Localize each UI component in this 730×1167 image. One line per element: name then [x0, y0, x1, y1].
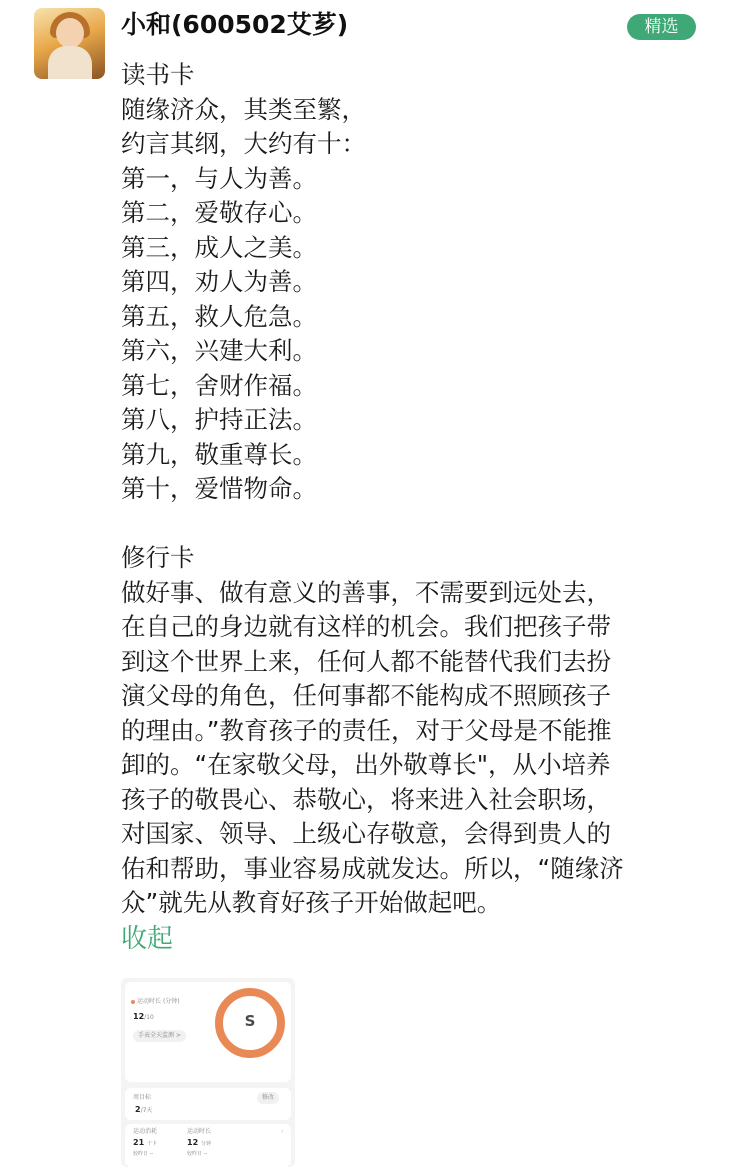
reading-card-line: 第七，舍财作福。	[121, 370, 317, 400]
practice-card-lines	[121, 576, 701, 921]
duration-unit: 分钟	[200, 1141, 211, 1147]
watch-monitor-pill: 手表全天监测 >	[133, 1030, 186, 1042]
reading-card-line: 随缘济众，其类至繁，	[121, 94, 366, 124]
duration-label: 运动时长	[187, 1128, 212, 1135]
calories-row	[133, 1138, 157, 1149]
exercise-label-row	[131, 998, 180, 1006]
reading-card-line: 第五，救人危急。	[121, 301, 317, 331]
calories-value: 21	[133, 1138, 145, 1147]
duration-row	[187, 1138, 211, 1149]
weekly-goal-card	[125, 1088, 291, 1120]
reading-card-line: 约言其纲，大约有十：	[121, 129, 366, 158]
weekly-goal-unit: /7天	[140, 1107, 153, 1114]
reading-card-line: 第六，兴建大利。	[121, 336, 317, 365]
practice-card-line: 对国家、领导、上级心存敬意，会得到贵人的	[121, 819, 611, 848]
practice-card-line: 演父母的角色，任何事都不能构成不照顾孩子	[121, 681, 611, 710]
duration-compare: 较昨日 --	[187, 1151, 208, 1157]
practice-card-line: 佑和帮助，事业容易成就发达。所以，“随缘济	[121, 853, 624, 883]
weekly-goal-label: 周目标	[133, 1094, 152, 1101]
practice-card-line: 卸的。“在家敬父母，出外敬尊长"，从小培养	[121, 750, 611, 779]
reading-card-lines	[121, 93, 701, 507]
edit-goal-button: 修改	[257, 1092, 279, 1104]
practice-card-line: 众”就先从教育好孩子开始做起吧。	[121, 888, 502, 917]
practice-card-line: 做好事、做有意义的善事，不需要到远处去，	[121, 577, 611, 607]
reading-card-line: 第四，劝人为善。	[121, 267, 317, 296]
ring-letter: S	[244, 1012, 256, 1030]
exercise-target: /10	[144, 1014, 154, 1021]
exercise-unit: (分钟)	[162, 998, 180, 1005]
collapse-link[interactable]: 收起	[121, 924, 174, 954]
exercise-card	[125, 982, 291, 1082]
practice-card-line: 到这个世界上来，任何人都不能替代我们去扮	[121, 646, 611, 676]
chevron-right-icon: ›	[281, 1128, 284, 1135]
username[interactable]: 小和(600502艾芗)	[121, 10, 349, 39]
flame-icon	[131, 1000, 135, 1004]
activity-ring	[215, 988, 285, 1058]
attached-image-thumbnail[interactable]	[121, 978, 295, 1167]
reading-card-line: 第九，敬重尊长。	[121, 439, 317, 469]
reading-card-title: 读书卡	[121, 60, 195, 89]
reading-card-line: 第八，护持正法。	[121, 405, 317, 434]
calories-compare: 较昨日 --	[133, 1151, 154, 1157]
weekly-goal-value: 2	[135, 1105, 141, 1114]
avatar-face	[56, 18, 84, 48]
stats-card	[125, 1124, 291, 1167]
practice-card-line: 孩子的敬畏心、恭敬心，将来进入社会职场，	[121, 784, 611, 814]
paragraph-gap	[121, 507, 701, 542]
calories-label: 运动消耗	[133, 1128, 158, 1135]
reading-card-line: 第二，爱敬存心。	[121, 198, 317, 227]
reading-card-line: 第一，与人为善。	[121, 163, 317, 193]
avatar-body	[48, 46, 92, 79]
post-content	[121, 58, 701, 921]
reading-card-line: 第三，成人之美。	[121, 232, 317, 262]
exercise-value-row	[133, 1012, 154, 1023]
practice-card-title: 修行卡	[121, 543, 195, 572]
weekly-goal-row	[135, 1105, 152, 1116]
practice-card-line: 的理由。”教育孩子的责任，对于父母是不能推	[121, 715, 612, 745]
featured-badge: 精选	[627, 14, 696, 40]
exercise-label: 运动时长	[137, 998, 162, 1005]
user-avatar[interactable]	[34, 8, 105, 79]
duration-value: 12	[187, 1138, 199, 1147]
practice-card-line: 在自己的身边就有这样的机会。我们把孩子带	[121, 612, 611, 641]
calories-unit: 千卡	[146, 1141, 157, 1147]
exercise-value: 12	[133, 1012, 145, 1021]
reading-card-line: 第十，爱惜物命。	[121, 474, 317, 503]
